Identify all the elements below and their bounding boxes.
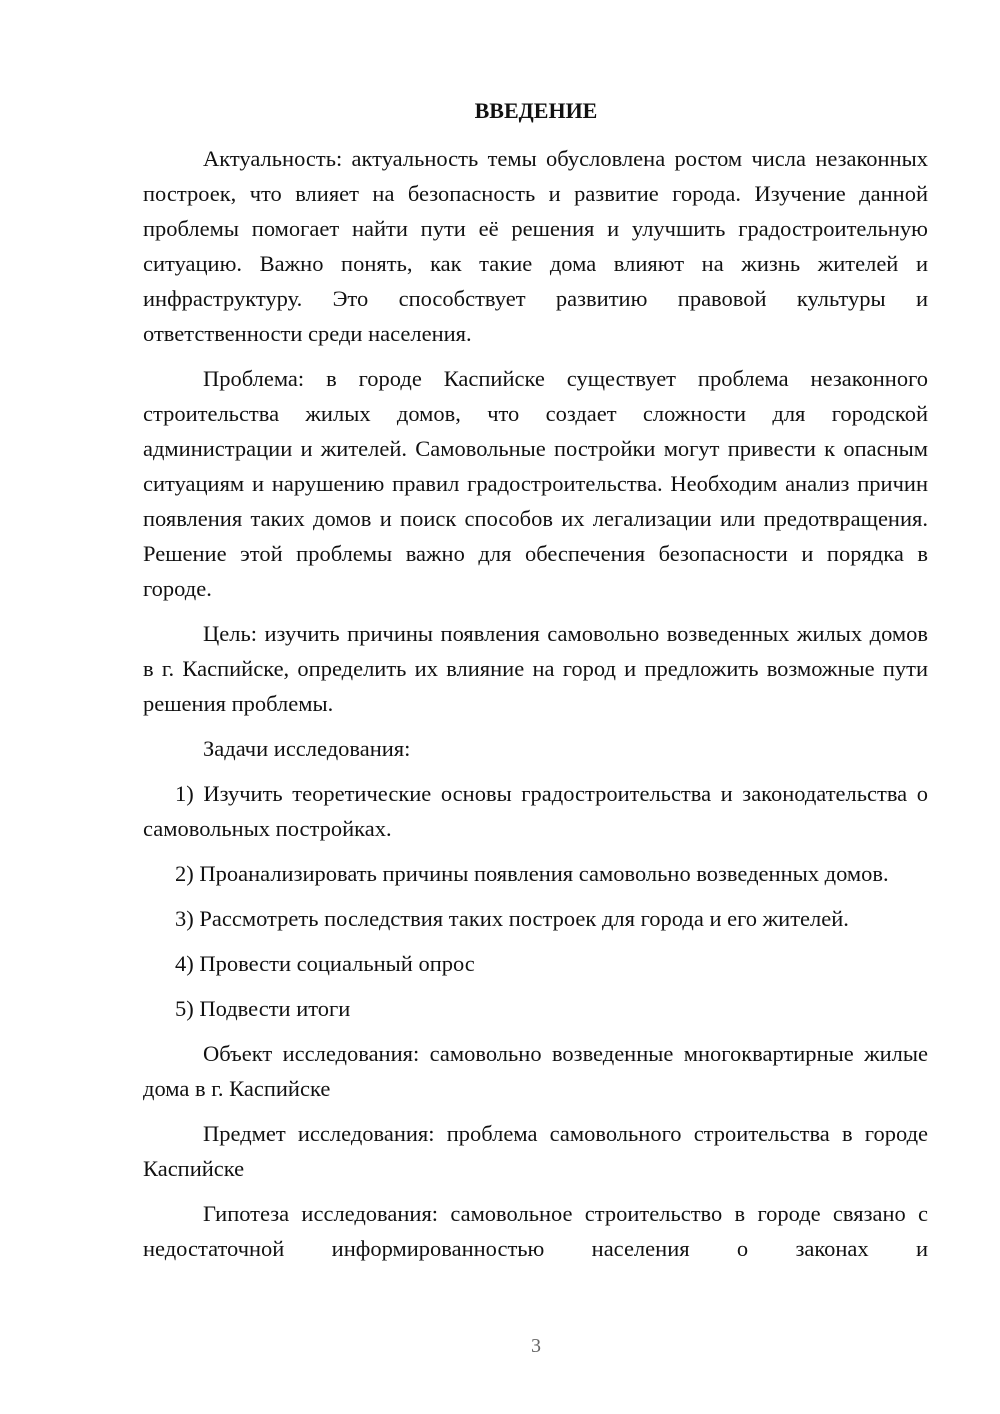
goal-paragraph: Цель: изучить причины появления самовольно возведенных жилых домов в г. Каспийске, определить их влияние на город и предложить возможные пути решения проблемы.	[143, 621, 928, 716]
object-paragraph: Объект исследования: самовольно возведенные многоквартирные жилые дома в г. Каспийске	[143, 1041, 928, 1101]
hypothesis-paragraph: Гипотеза исследования: самовольное строительство в городе связано с недостаточной информированностью населения о законах и	[143, 1201, 928, 1261]
subject-paragraph: Предмет исследования: проблема самовольного строительства в городе Каспийске	[143, 1121, 928, 1181]
problem-paragraph: Проблема: в городе Каспийске существует проблема незаконного строительства жилых домов, что создает сложности для городской администрации и жителей. Самовольные постройки могут привести к опасным ситуациям и нарушению правил градостроительства. Необходим анализ причин появления таких домов и поиск способов их легализации или предотвращения. Решение этой проблемы важно для обеспечения безопасности и порядка в городе.	[143, 366, 928, 601]
tasks-heading: Задачи исследования:	[203, 736, 411, 761]
document-body	[143, 141, 928, 1266]
page-number: 3	[531, 1335, 541, 1357]
section-heading: ВВЕДЕНИЕ	[474, 98, 598, 123]
relevance-paragraph: Актуальность: актуальность темы обусловлена ростом числа незаконных построек, что влияет на безопасность и развитие города. Изучение данной проблемы помогает найти пути её решения и улучшить градостроительную ситуацию. Важно понять, как такие дома влияют на жизнь жителей и инфраструктуру. Это способствует развитию правовой культуры и ответственности среди населения.	[143, 146, 928, 346]
task-item-4: 4) Провести социальный опрос	[175, 951, 475, 976]
task-item-5: 5) Подвести итоги	[175, 996, 351, 1021]
task-item-1: 1) Изучить теоретические основы градостроительства и законодательства о самовольных постройках.	[143, 781, 928, 841]
task-item-2: 2) Проанализировать причины появления самовольно возведенных домов.	[175, 861, 889, 886]
task-item-3: 3) Рассмотреть последствия таких построек для города и его жителей.	[175, 906, 849, 931]
